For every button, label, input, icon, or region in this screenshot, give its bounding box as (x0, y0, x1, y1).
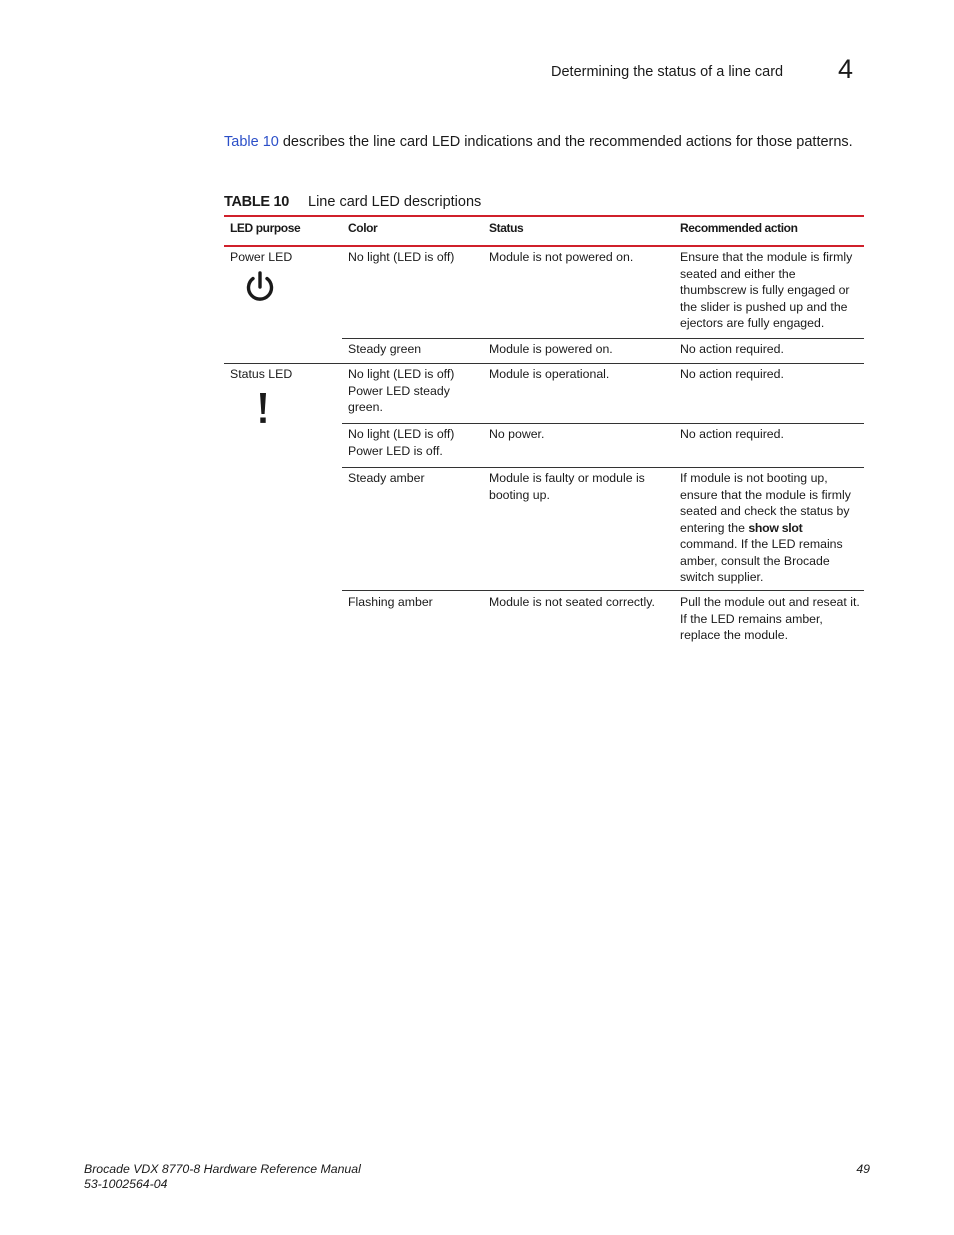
row-divider (342, 590, 864, 591)
action-cell: Pull the module out and reseat it. If the LED remains amber, replace the module. (680, 595, 860, 642)
action-cell: No action required. (680, 427, 784, 441)
table-top-rule (224, 215, 864, 217)
column-header-color: Color (348, 221, 378, 235)
action-cell: No action required. (680, 367, 784, 381)
command-show-slot: show slot (748, 520, 803, 535)
status-cell: Module is operational. (489, 367, 610, 381)
color-cell: Steady amber (348, 471, 425, 485)
intro-paragraph (224, 134, 853, 150)
status-cell: Module is powered on. (489, 342, 613, 356)
color-cell: No light (LED is off) Power LED is off. (348, 427, 455, 458)
action-cell: No action required. (680, 342, 784, 356)
column-header-recommended-action: Recommended action (680, 221, 798, 235)
table-link[interactable]: Table 10 (224, 134, 279, 150)
exclamation-icon (256, 392, 270, 429)
led-purpose-status: Status LED (230, 367, 293, 381)
power-icon (243, 270, 277, 309)
color-cell: Steady green (348, 342, 422, 356)
section-title: Determining the status of a line card (551, 64, 784, 80)
action-cell: If module is not booting up, ensure that the module is firmly seated and check the status by entering the show slot command. If the LED remains amber, consult the Brocade switch supplier. (680, 471, 851, 584)
column-header-led-purpose: LED purpose (230, 221, 301, 235)
page-number: 49 (856, 1162, 870, 1176)
row-divider (342, 423, 864, 424)
color-cell: No light (LED is off) (348, 250, 455, 264)
row-divider (342, 467, 864, 468)
status-cell: Module is not seated correctly. (489, 595, 655, 609)
color-cell: No light (LED is off) Power LED steady green. (348, 367, 455, 414)
action-cell: Ensure that the module is firmly seated and either the thumbscrew is fully engaged or the slider is pushed up and the ejectors are fully engaged. (680, 250, 853, 330)
status-cell: No power. (489, 427, 545, 441)
footer-manual-info (84, 1162, 361, 1192)
row-divider (342, 338, 864, 339)
table-caption (224, 194, 481, 210)
table-label: TABLE 10 (224, 194, 290, 210)
led-purpose-power: Power LED (230, 250, 293, 264)
status-cell: Module is faulty or module is booting up. (489, 471, 645, 502)
column-header-status: Status (489, 221, 524, 235)
group-divider (224, 363, 864, 364)
status-cell: Module is not powered on. (489, 250, 634, 264)
chapter-number: 4 (838, 54, 854, 84)
color-cell: Flashing amber (348, 595, 433, 609)
intro-text: describes the line card LED indications and the recommended actions for those patterns. (278, 134, 853, 150)
footer-manual-title: Brocade VDX 8770-8 Hardware Reference Manual (84, 1162, 361, 1176)
footer-doc-number: 53-1002564-04 (84, 1177, 168, 1191)
table-title: Line card LED descriptions (308, 194, 482, 210)
table-header-rule (224, 245, 864, 247)
